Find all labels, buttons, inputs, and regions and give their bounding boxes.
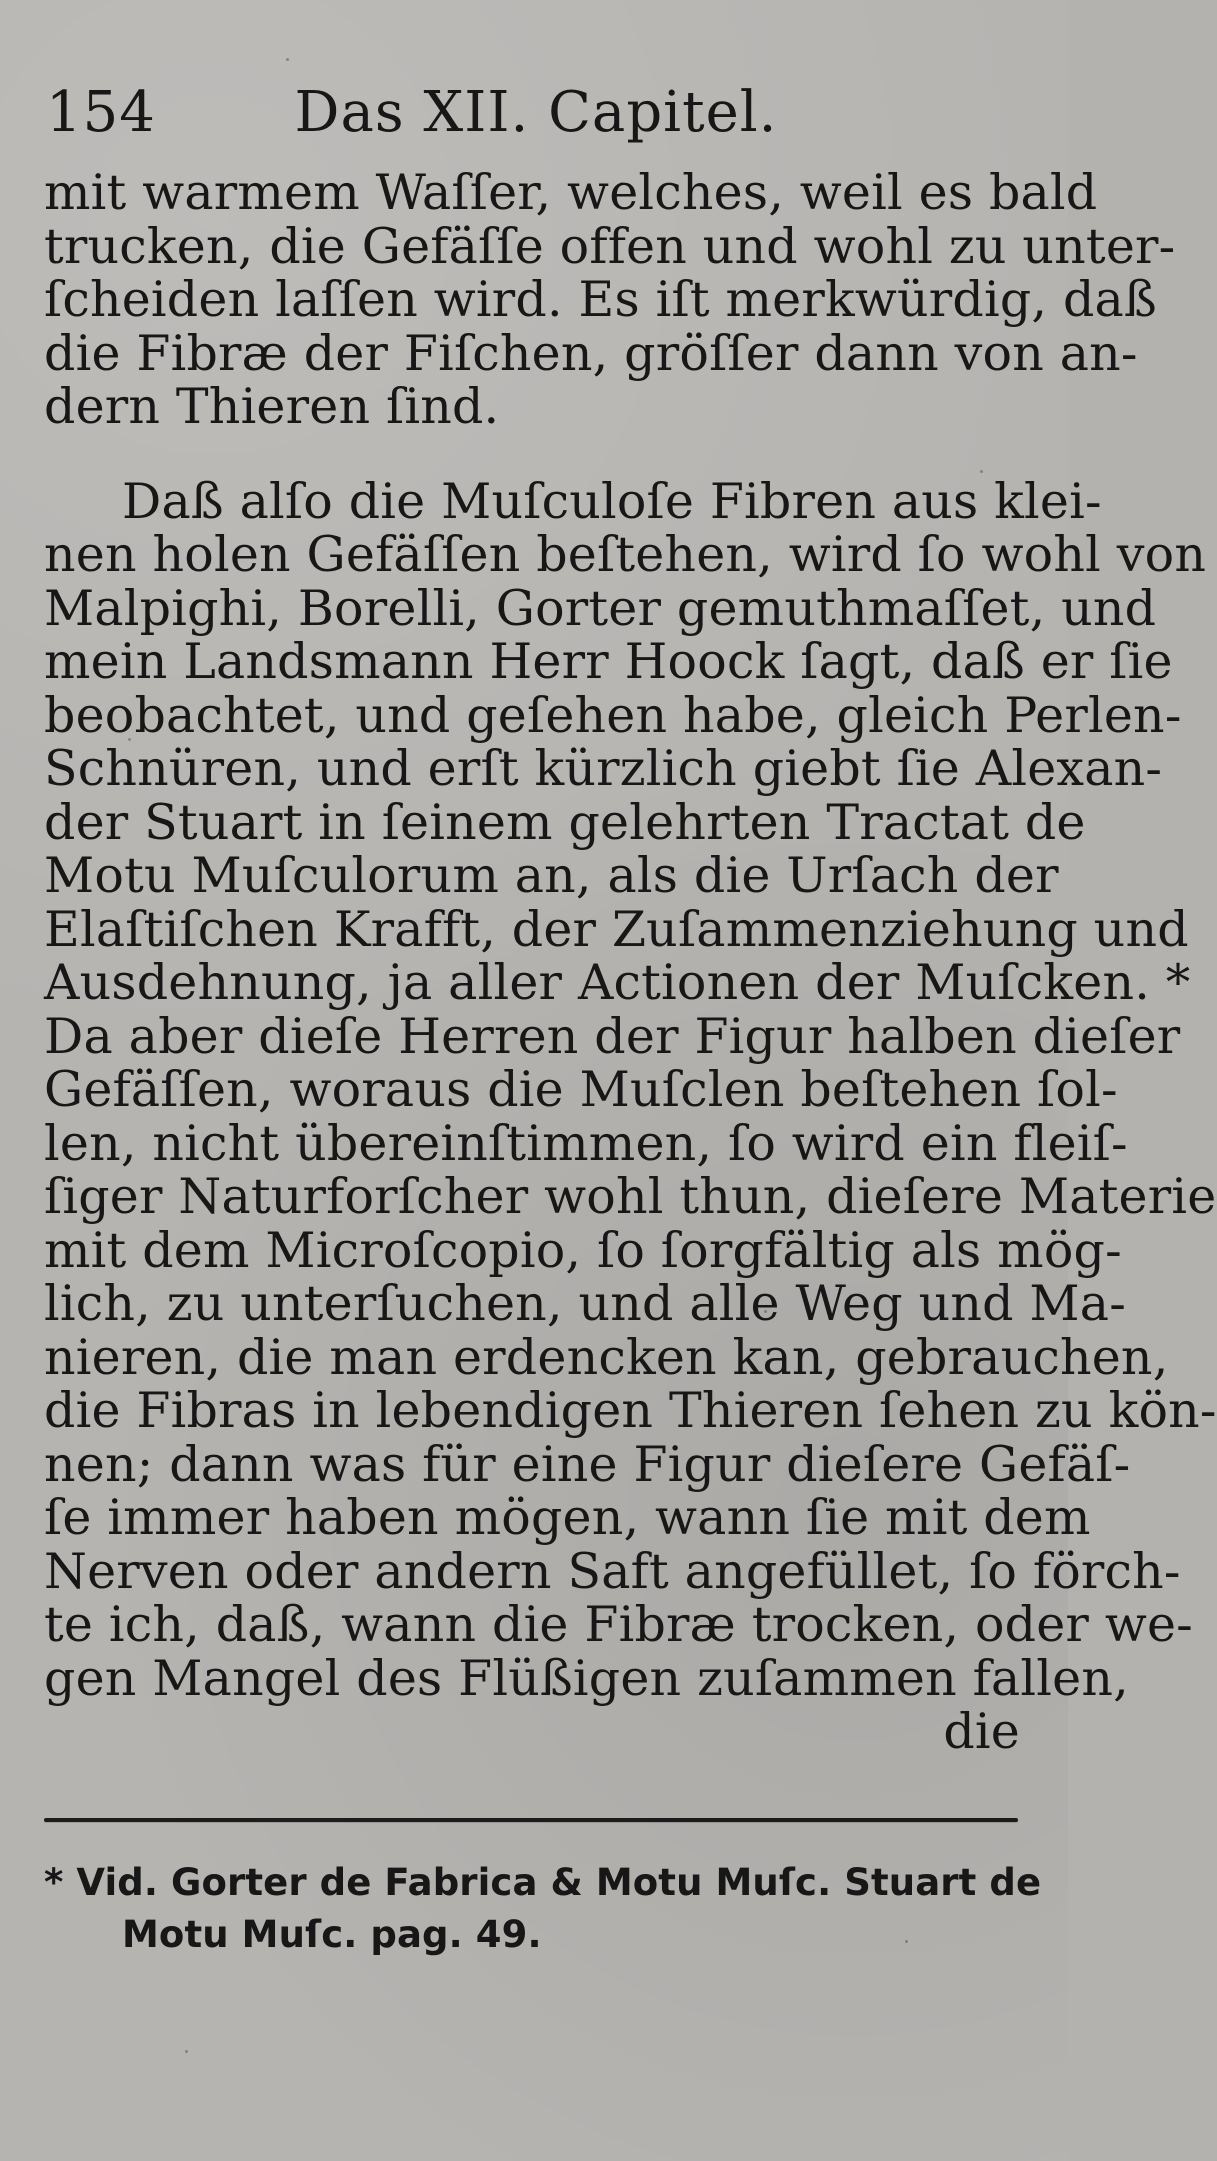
text-line: gen Mangel des Flüßigen zuſammen fallen, [44, 1649, 1129, 1707]
text-line: Schnüren, und erſt kürzlich giebt ſie Alexan- [44, 740, 1163, 797]
footnote-rule [44, 1818, 1018, 1822]
text-line: Malpighi, Borelli, Gorter gemuthmaſſet, und [44, 579, 1157, 637]
page-number: 154 [46, 80, 156, 145]
text-line: Daß alſo die Muſculoſe Fibren aus klei- [122, 472, 1102, 530]
text-line: ſe immer haben mögen, wann ſie mit dem [44, 1489, 1091, 1546]
text-line: mit warmem Waſſer, welches, weil es bald [44, 164, 1098, 221]
paper-speck [620, 182, 623, 185]
text-line: die Fibras in lebendigen Thieren ſehen zu kön- [44, 1382, 1217, 1439]
text-line: Ausdehnung, ja aller Actionen der Muſcken. * [44, 954, 1191, 1011]
paragraph-gap [44, 434, 1026, 475]
text-line: dern Thieren ſind. [44, 378, 500, 435]
text-line: mit dem Microſcopio, ſo ſorgfältig als mög- [44, 1221, 1122, 1279]
text-line: Motu Muſculorum an, als die Urſach der [44, 847, 1059, 904]
paper-speck [286, 58, 289, 61]
page-header [46, 78, 1026, 148]
footnote [44, 1857, 1042, 1961]
footnote-line: Motu Muſc. pag. 49. [122, 1913, 542, 1956]
text-line: ſcheiden laſſen wird. Es iſt merkwürdig, daß [44, 271, 1157, 328]
paper-speck [905, 1940, 908, 1943]
text-line: Gefäſſen, woraus die Muſclen beſtehen ſol- [44, 1061, 1118, 1118]
paper-speck [185, 2050, 188, 2053]
footnote-line: * Vid. Gorter de Fabrica & Motu Muſc. Stuart de [44, 1861, 1042, 1904]
text-line: lich, zu unterſuchen, und alle Weg und Ma- [44, 1275, 1126, 1332]
text-line: beobachtet, und geſehen habe, gleich Perlen- [44, 686, 1182, 744]
text-line: Elaſtiſchen Krafft, der Zuſammenziehung und [44, 900, 1189, 958]
paper-speck [128, 738, 131, 741]
body-text [44, 164, 1217, 1760]
text-line: nen holen Gefäſſen beſtehen, wird ſo wohl von [44, 526, 1207, 583]
text-line: nen; dann was für eine Figur dieſere Gefäſ- [44, 1435, 1131, 1493]
paper-speck [764, 1310, 767, 1313]
catchword: die [943, 1703, 1020, 1760]
text-line: die Fibræ der Fiſchen, gröſſer dann von an- [44, 324, 1138, 382]
text-line: ſiger Naturforſcher wohl thun, dieſere Materie [44, 1168, 1217, 1225]
text-line: nieren, die man erdencken kan, gebrauchen, [44, 1328, 1169, 1386]
text-line: mein Landsmann Herr Hoock ſagt, daß er ſie [44, 633, 1173, 690]
paper-speck [980, 470, 983, 473]
text-line: Da aber dieſe Herren der Figur halben dieſer [44, 1007, 1181, 1065]
text-line: Nerven oder andern Saft angefüllet, ſo förch- [44, 1542, 1181, 1600]
text-line: len, nicht übereinſtimmen, ſo wird ein fleiſ- [44, 1114, 1128, 1172]
text-line: der Stuart in ſeinem gelehrten Tractat de [44, 793, 1086, 851]
text-line: te ich, daß, wann die Fibræ trocken, oder we- [44, 1596, 1193, 1653]
text-line: trucken, die Gefäſſe offen und wohl zu unter- [44, 217, 1176, 275]
running-head: Das XII. Capitel. [294, 80, 778, 145]
